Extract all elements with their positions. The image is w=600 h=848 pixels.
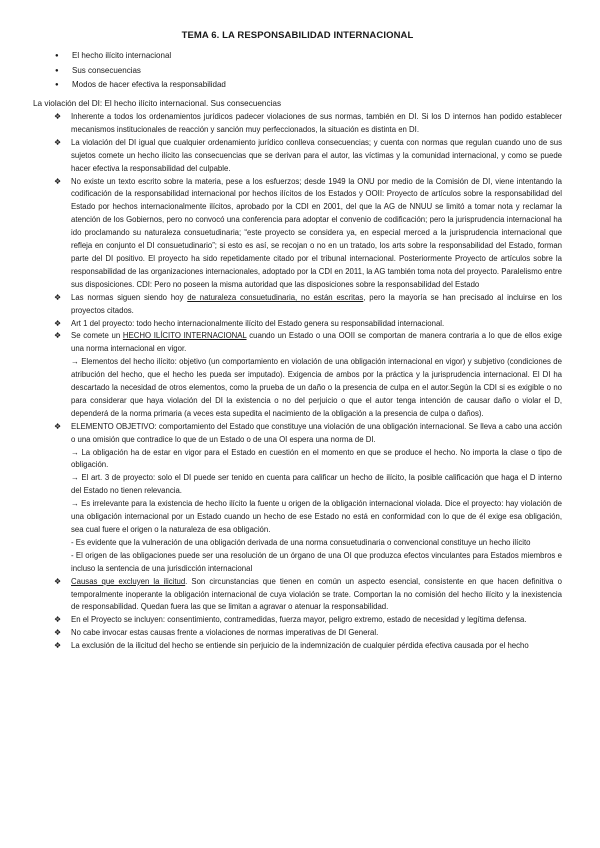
topic-item: ● Sus consecuencias: [55, 64, 562, 79]
topic-item: ● El hecho ilícito internacional: [55, 49, 562, 64]
paragraph-text: , pero la mayoría se han precisado al incluirse en los proyectos citados.: [71, 292, 562, 315]
sub-paragraph: - El origen de las obligaciones puede ser una resolución de un órgano de una OI que produzca efectos vinculantes para Estados miembros e incluso la sentencia de una jurisdicción internacional: [71, 550, 562, 573]
bullet-item: [54, 614, 562, 627]
paragraph-text: ELEMENTO OBJETIVO: comportamiento del Estado que constituye una violación de una obligación internacional. Se lleva a cabo una acción o una omisión que contradice lo que de un Estado o de una OI espera una norma de DI.: [71, 421, 562, 444]
paragraph-text: cuando un Estado o una OOII se comportan de manera contraria a lo que de ellos exige una norma internacional en vigor.: [71, 331, 563, 354]
bullet-list: [33, 111, 562, 653]
diamond-bullet-icon: ❖: [54, 176, 62, 186]
sub-paragraph: - Es evidente que la vulneración de una obligación derivada de una norma consuetudinaria o convencional constituye un hecho ilícito: [71, 537, 531, 547]
document-title: TEMA 6. LA RESPONSABILIDAD INTERNACIONAL: [181, 30, 414, 41]
bullet-item: [54, 292, 562, 318]
paragraph-text: En el Proyecto se incluyen: consentimiento, contramedidas, fuerza mayor, peligro extremo, estado de necesidad y legítima defensa.: [71, 615, 527, 625]
bullet-item: [54, 137, 562, 176]
bullet-item: [54, 176, 562, 292]
bullet-item: [54, 421, 562, 576]
sub-paragraph: → Es irrelevante para la existencia de hecho ilícito la fuente u origen de la obligación internacional violada. Dice el proyecto: hay violación de una obligación internacional por un Estado cuando un hecho de ese Estado no está en conformidad con lo que de él exige esa obligación, sea cual fuere el origen o la naturaleza de esa obligación.: [71, 499, 562, 534]
diamond-bullet-icon: ❖: [54, 292, 62, 302]
paragraph-text: La violación del DI igual que cualquier ordenamiento jurídico conlleva consecuencias; y cuenta con normas que regulan cuando uno de sus sujetos comete un hecho ilícito las consecuencias que se derivan para el autor, las víctimas y la comunidad internacional, y como se puede hacer efectiva la responsabilidad del culpable.: [71, 137, 562, 173]
diamond-bullet-icon: ❖: [54, 576, 62, 586]
bullet-item: [54, 111, 562, 137]
diamond-bullet-icon: ❖: [54, 137, 62, 147]
topic-list: [33, 49, 562, 93]
diamond-bullet-icon: ❖: [54, 318, 62, 328]
paragraph-text: . Son circunstancias que tienen en común un aspecto esencial, consistente en que hacen definitiva o temporalmente inoperante la obligación internacional de cuya violación se trate. Comportan la no comisión del hecho ilícito y la inexistencia de responsabilidad. Quedan fuera las que se limitan a agravar o atenuar la responsabilidad.: [71, 576, 562, 612]
paragraph-text: No existe un texto escrito sobre la materia, pese a los esfuerzos; desde 1949 la ONU por medio de la Comisión de DI, viene intentando la codificación de la responsabilidad internacional por hechos ilícitos de los Estados y OOII: Proyecto de artículos sobre la responsabilidad del Estado por hechos internacionalmente ilícitos, aprobado por la CDI en 2001, del que la AG de NNUU se limitó a tomar nota y reclamar la atención de los Gobiernos, pero no convocó una conferencia para adoptar el convenio de codificación; pero la jurisprudencia internacional ha ido proclamando su naturaleza consuetudinaria; “este proyecto se considera ya, en especial merced a la jurisprudencia internacional que refleja en conjunto el DI consuetudinario”; si esto es así, se recojan o no en un tratado, los arts sobre la responsabilidad del Estado, forman parte del DI positivo. El proyecto ha sido repetidamente citado por el tribunal internacional. Posteriormente Proyecto de artículos sobre la responsabilidad de las organizaciones internacionales, adoptado por la CDI en 2011, la AG también toma nota del proyecto. Paralelismo entre sus disposiciones. CDI: Pero no poseen la misma autoridad que las disposiciones sobre la responsabilidad del Estado: [71, 176, 562, 289]
bullet-item: [54, 640, 562, 653]
paragraph-text: Las normas siguen siendo hoy: [71, 292, 188, 302]
diamond-bullet-icon: ❖: [54, 615, 62, 625]
diamond-bullet-icon: ❖: [54, 641, 62, 651]
bullet-item: [54, 318, 562, 331]
diamond-bullet-icon: ❖: [54, 628, 62, 638]
section-heading: La violación del DI: El hecho ilícito internacional. Sus consecuencias: [33, 98, 282, 108]
bullet-item: [54, 330, 562, 420]
topic-item: ● Modos de hacer efectiva la responsabilidad: [55, 78, 562, 93]
diamond-bullet-icon: ❖: [54, 421, 62, 431]
underlined-text: Causas que excluyen la ilicitud: [71, 576, 186, 586]
sub-paragraph: → La obligación ha de estar en vigor para el Estado en cuestión en el momento en que se produce el hecho. No importa la clase o tipo de obligación.: [71, 447, 562, 470]
underlined-text: HECHO ILÍCITO INTERNACIONAL: [122, 331, 247, 341]
underlined-text: de naturaleza consuetudinaria, no están escritas: [187, 292, 364, 302]
bullet-item: [54, 576, 562, 615]
paragraph-text: La exclusión de la ilicitud del hecho se entiende sin perjuicio de la indemnización de cualquier pérdida efectiva causada por el hecho: [71, 641, 529, 651]
diamond-bullet-icon: ❖: [54, 112, 62, 121]
sub-paragraph: → Elementos del hecho ilícito: objetivo (un comportamiento en violación de una obligación internacional en vigor) y subjetivo (condiciones de atribución del hecho, que el hecho les pueda ser imputado). Exigencia de ambos por la práctica y la jurisprudencia internacional. El DI ha descartado la necesidad de otros elementos, como la prueba de un daño o la presencia de culpa en el autor.Según la CDI si es exigible o no para considerar que haya violación del DI la existencia o no del perjuicio o que el autor tenga intención de causar daño o violar el D, dependerá de la norma primaria (a veces esta supedita el nacimiento de la obligación a la presencia de culpa o daños).: [71, 357, 562, 418]
paragraph-text: Se comete un: [71, 331, 123, 341]
diamond-bullet-icon: ❖: [54, 331, 62, 341]
paragraph-text: Inherente a todos los ordenamientos jurídicos padecer violaciones de sus normas, también en DI. Si los D internos han podido establecer mecanismos institucionales de reacción y sanción muy perfeccionados, la situación es distinta en DI.: [71, 112, 562, 134]
paragraph-text: Art 1 del proyecto: todo hecho internacionalmente ilícito del Estado genera su responsabilidad internacional.: [71, 318, 445, 328]
sub-paragraph: → El art. 3 de proyecto: solo el DI puede ser tenido en cuenta para calificar un hecho de ilícito, la posible calificación que haga el D interno del Estado no tienen relevancia.: [71, 473, 562, 496]
paragraph-text: No cabe invocar estas causas frente a violaciones de normas imperativas de DI General.: [71, 628, 379, 638]
bullet-item: [54, 627, 562, 640]
